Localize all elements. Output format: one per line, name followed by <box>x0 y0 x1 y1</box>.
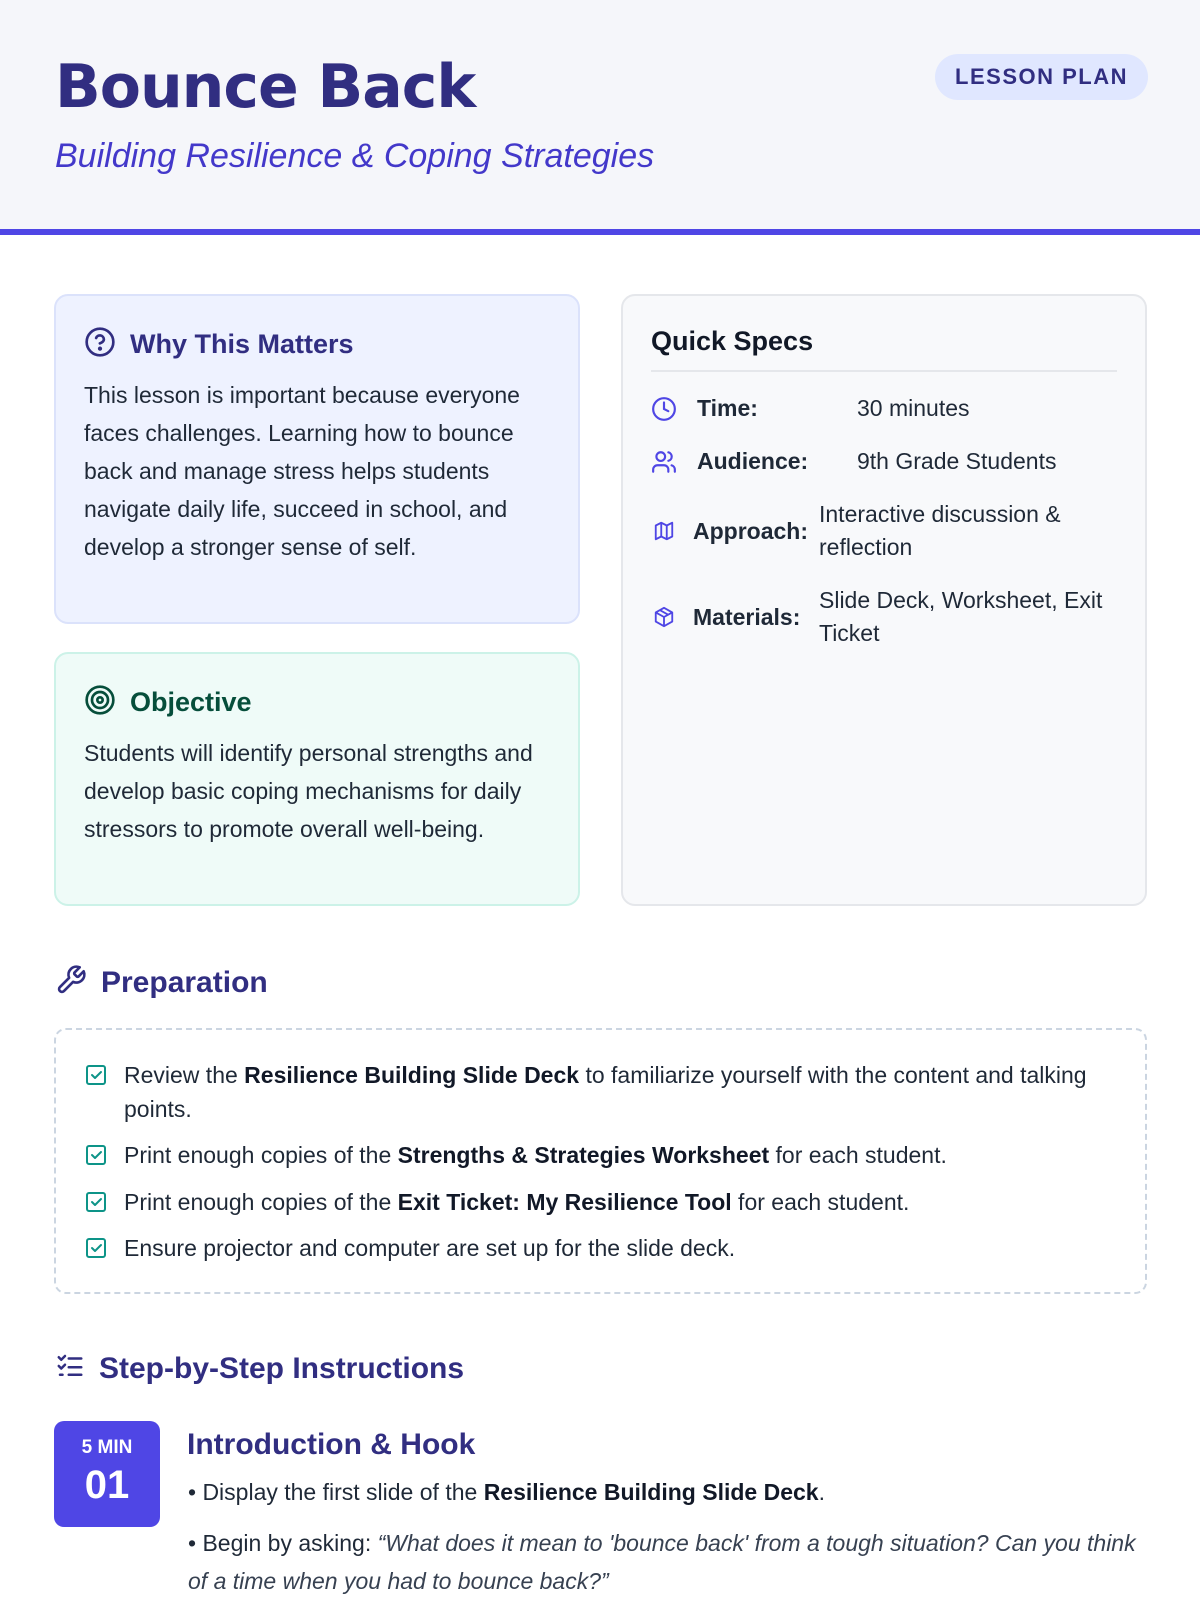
spec-row-materials <box>651 584 1117 650</box>
objective-card <box>54 652 580 906</box>
spec-label: Time: <box>697 395 758 421</box>
help-circle-icon <box>84 326 116 363</box>
page-subtitle: Building Resilience & Coping Strategies <box>55 137 655 175</box>
list-checks-icon <box>55 1351 85 1386</box>
step-title: Introduction & Hook <box>187 1428 476 1461</box>
checklist-item <box>84 1138 1105 1172</box>
spec-value: Interactive discussion & reflection <box>819 501 1061 560</box>
checklist-item <box>84 1231 1105 1265</box>
objective-body: Students will identify personal strengths and develop basic coping mechanisms for daily stressors to promote overall well-being. <box>84 740 533 842</box>
checklist-text: Print enough copies of the Exit Ticket: My Resilience Tool for each student. <box>124 1189 910 1215</box>
checklist-text: Review the Resilience Building Slide Deck to familiarize yourself with the content and talking points. <box>124 1062 1087 1122</box>
check-square-icon <box>84 1062 110 1088</box>
preparation-title: Preparation <box>101 965 268 999</box>
spec-label: Approach: <box>693 517 808 544</box>
preparation-heading <box>55 964 268 1001</box>
instructions-title: Step-by-Step Instructions <box>99 1351 465 1385</box>
specs-title: Quick Specs <box>651 326 814 356</box>
why-this-matters-card <box>54 294 580 624</box>
objective-title: Objective <box>130 687 252 717</box>
check-square-icon <box>84 1189 110 1215</box>
checklist-text: Ensure projector and computer are set up for the slide deck. <box>124 1235 736 1261</box>
checklist-item <box>84 1185 1105 1219</box>
page-header <box>0 0 1200 235</box>
lesson-plan-badge: LESSON PLAN <box>935 54 1148 100</box>
spec-label: Materials: <box>693 603 801 630</box>
clock-icon <box>651 396 677 422</box>
step-duration: 5 MIN <box>81 1437 133 1458</box>
spec-row-approach <box>651 498 1117 564</box>
users-icon <box>651 449 677 475</box>
quick-specs-card <box>621 294 1147 906</box>
package-icon <box>651 604 677 630</box>
check-square-icon <box>84 1142 110 1168</box>
page-title: Bounce Back <box>55 52 476 122</box>
step-bullet: • Begin by asking: “What does it mean to 'bounce back' from a tough situation? Can you think of a time when you had to bounce back?” <box>188 1530 1136 1594</box>
step-badge <box>54 1421 160 1527</box>
target-icon <box>84 684 116 721</box>
spec-label: Audience: <box>697 448 809 474</box>
specs-divider <box>651 370 1117 372</box>
check-square-icon <box>84 1235 110 1261</box>
spec-value: 30 minutes <box>857 395 970 421</box>
spec-value: 9th Grade Students <box>857 448 1057 474</box>
wrench-icon <box>55 964 87 1001</box>
spec-row-time <box>651 392 1117 425</box>
checklist-text: Print enough copies of the Strengths & Strategies Worksheet for each student. <box>124 1142 947 1168</box>
instructions-heading <box>55 1351 464 1386</box>
step-bullet: • Display the first slide of the Resilience Building Slide Deck. <box>188 1479 825 1505</box>
why-body: This lesson is important because everyone faces challenges. Learning how to bounce back and manage stress helps students navigate daily life, succeed in school, and develop a stronger sense of self. <box>84 382 520 560</box>
preparation-checklist <box>54 1028 1147 1294</box>
step-number: 01 <box>84 1463 130 1507</box>
why-header <box>84 326 354 363</box>
objective-header <box>84 684 252 721</box>
checklist-item <box>84 1058 1105 1126</box>
why-title: Why This Matters <box>130 329 354 359</box>
spec-row-audience <box>651 445 1117 478</box>
map-icon <box>651 518 677 544</box>
spec-value: Slide Deck, Worksheet, Exit Ticket <box>819 587 1103 646</box>
